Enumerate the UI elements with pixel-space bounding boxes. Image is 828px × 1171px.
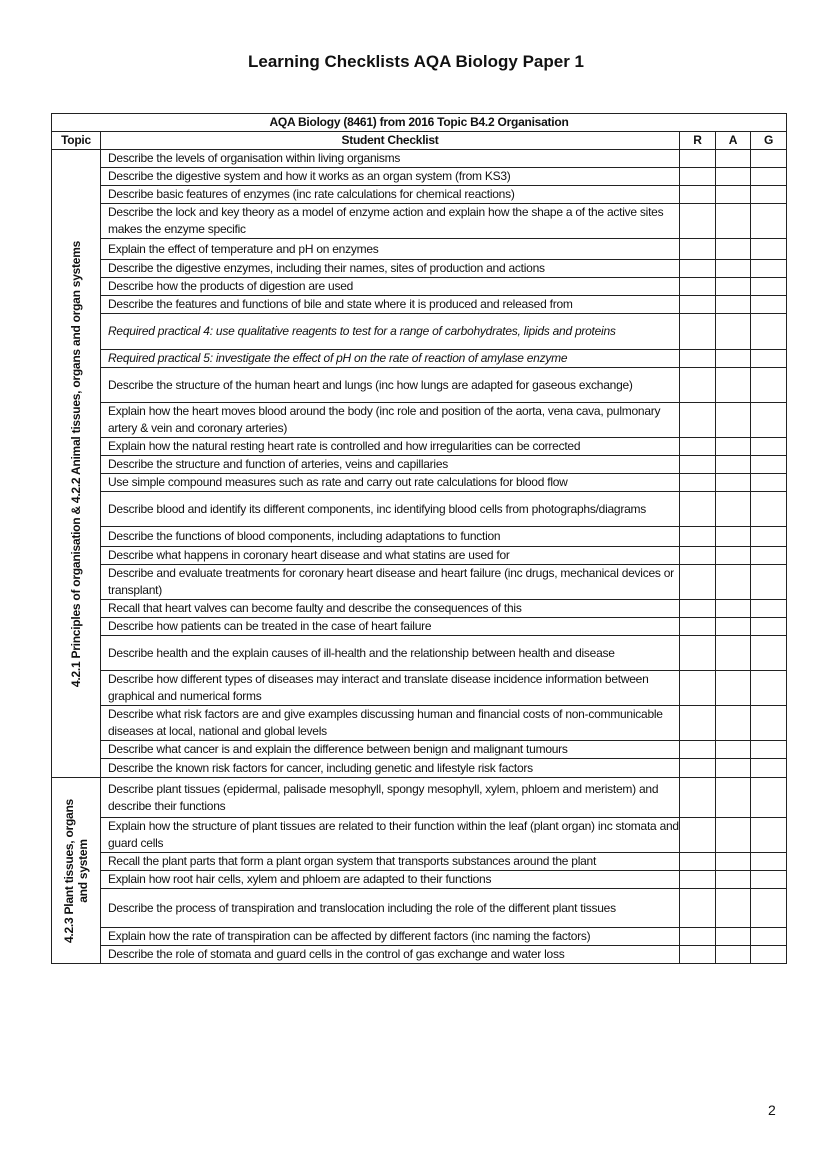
table-caption: AQA Biology (8461) from 2016 Topic B4.2 Organisation — [52, 114, 787, 132]
rag-g-cell[interactable] — [751, 150, 787, 168]
rag-a-cell[interactable] — [716, 456, 751, 474]
table-row — [52, 150, 787, 168]
rag-a-cell[interactable] — [716, 403, 751, 438]
checklist-item: Describe how patients can be treated in the case of heart failure — [101, 618, 680, 636]
checklist-item: Describe the process of transpiration and translocation including the role of the different plant tissues — [101, 889, 680, 928]
rag-g-cell[interactable] — [751, 741, 787, 759]
rag-g-cell[interactable] — [751, 239, 787, 260]
rag-r-cell[interactable] — [680, 314, 716, 350]
rag-r-cell[interactable] — [680, 946, 716, 964]
table-row — [52, 492, 787, 527]
table-row — [52, 186, 787, 204]
rag-g-cell[interactable] — [751, 818, 787, 853]
rag-r-cell[interactable] — [680, 706, 716, 741]
table-row — [52, 565, 787, 600]
checklist-item: Describe what happens in coronary heart disease and what statins are used for — [101, 547, 680, 565]
table-row — [52, 671, 787, 706]
table-row — [52, 296, 787, 314]
rag-g-cell[interactable] — [751, 456, 787, 474]
checklist-item: Explain how the heart moves blood around the body (inc role and position of the aorta, vena cava, pulmonary artery & vein and coronary arteries) — [101, 403, 680, 438]
rag-g-cell[interactable] — [751, 706, 787, 741]
rag-g-cell[interactable] — [751, 204, 787, 239]
rag-a-cell[interactable] — [716, 150, 751, 168]
rag-g-cell[interactable] — [751, 474, 787, 492]
rag-r-cell[interactable] — [680, 759, 716, 778]
rag-r-cell[interactable] — [680, 741, 716, 759]
checklist-item: Describe the features and functions of bile and state where it is produced and released from — [101, 296, 680, 314]
topic-cell — [52, 150, 101, 778]
checklist-item: Explain the effect of temperature and pH on enzymes — [101, 239, 680, 260]
rag-a-cell[interactable] — [716, 474, 751, 492]
checklist-item: Describe the role of stomata and guard cells in the control of gas exchange and water loss — [101, 946, 680, 964]
rag-g-cell[interactable] — [751, 438, 787, 456]
table-row — [52, 168, 787, 186]
table-row — [52, 314, 787, 350]
rag-r-cell[interactable] — [680, 889, 716, 928]
rag-a-cell[interactable] — [716, 438, 751, 456]
rag-r-cell[interactable] — [680, 456, 716, 474]
checklist-item: Describe what risk factors are and give examples discussing human and financial costs of non-communicable diseases at local, national and global levels — [101, 706, 680, 741]
checklist-item: Required practical 4: use qualitative reagents to test for a range of carbohydrates, lipids and proteins — [101, 314, 680, 350]
rag-a-cell[interactable] — [716, 547, 751, 565]
checklist-item: Explain how root hair cells, xylem and phloem are adapted to their functions — [101, 871, 680, 889]
rag-a-cell[interactable] — [716, 565, 751, 600]
rag-r-cell[interactable] — [680, 168, 716, 186]
rag-r-cell[interactable] — [680, 438, 716, 456]
rag-a-cell[interactable] — [716, 527, 751, 547]
rag-g-cell[interactable] — [751, 527, 787, 547]
rag-r-cell[interactable] — [680, 278, 716, 296]
table-row — [52, 759, 787, 778]
rag-g-cell[interactable] — [751, 671, 787, 706]
rag-g-cell[interactable] — [751, 778, 787, 818]
checklist-item: Describe the known risk factors for cancer, including genetic and lifestyle risk factors — [101, 759, 680, 778]
rag-r-cell[interactable] — [680, 186, 716, 204]
header-g: G — [751, 132, 787, 150]
table-row — [52, 403, 787, 438]
rag-a-cell[interactable] — [716, 618, 751, 636]
checklist-item: Describe the levels of organisation within living organisms — [101, 150, 680, 168]
rag-a-cell[interactable] — [716, 239, 751, 260]
rag-r-cell[interactable] — [680, 204, 716, 239]
rag-r-cell[interactable] — [680, 239, 716, 260]
rag-r-cell[interactable] — [680, 853, 716, 871]
table-row — [52, 527, 787, 547]
table-row — [52, 368, 787, 403]
rag-a-cell[interactable] — [716, 600, 751, 618]
rag-a-cell[interactable] — [716, 296, 751, 314]
rag-r-cell[interactable] — [680, 547, 716, 565]
rag-a-cell[interactable] — [716, 871, 751, 889]
checklist-item: Describe how the products of digestion are used — [101, 278, 680, 296]
rag-r-cell[interactable] — [680, 296, 716, 314]
rag-r-cell[interactable] — [680, 474, 716, 492]
table-row — [52, 741, 787, 759]
rag-g-cell[interactable] — [751, 547, 787, 565]
checklist-item: Describe blood and identify its different components, inc identifying blood cells from photographs/diagrams — [101, 492, 680, 527]
checklist-item: Describe the functions of blood components, including adaptations to function — [101, 527, 680, 547]
topic-label: 4.2.1 Principles of organisation & 4.2.2 Animal tissues, organs and organ systems — [69, 240, 83, 687]
page-number: 2 — [768, 1102, 776, 1118]
rag-g-cell[interactable] — [751, 186, 787, 204]
header-r: R — [680, 132, 716, 150]
rag-g-cell[interactable] — [751, 565, 787, 600]
table-row — [52, 600, 787, 618]
rag-r-cell[interactable] — [680, 818, 716, 853]
rag-g-cell[interactable] — [751, 492, 787, 527]
checklist-item: Explain how the natural resting heart rate is controlled and how irregularities can be corrected — [101, 438, 680, 456]
table-row — [52, 260, 787, 278]
rag-r-cell[interactable] — [680, 778, 716, 818]
rag-a-cell[interactable] — [716, 818, 751, 853]
rag-a-cell[interactable] — [716, 368, 751, 403]
checklist-item: Describe the structure and function of arteries, veins and capillaries — [101, 456, 680, 474]
rag-a-cell[interactable] — [716, 853, 751, 871]
table-row — [52, 204, 787, 239]
checklist-item: Recall that heart valves can become faulty and describe the consequences of this — [101, 600, 680, 618]
checklist-item: Describe what cancer is and explain the difference between benign and malignant tumours — [101, 741, 680, 759]
rag-a-cell[interactable] — [716, 260, 751, 278]
table-row — [52, 946, 787, 964]
checklist-table — [51, 113, 787, 964]
checklist-item: Required practical 5: investigate the effect of pH on the rate of reaction of amylase enzyme — [101, 350, 680, 368]
rag-r-cell[interactable] — [680, 260, 716, 278]
rag-g-cell[interactable] — [751, 946, 787, 964]
checklist-item: Describe the digestive system and how it works as an organ system (from KS3) — [101, 168, 680, 186]
table-row — [52, 547, 787, 565]
table-row — [52, 636, 787, 671]
rag-r-cell[interactable] — [680, 636, 716, 671]
rag-g-cell[interactable] — [751, 928, 787, 946]
table-row — [52, 778, 787, 818]
document-title: Learning Checklists AQA Biology Paper 1 — [248, 52, 584, 71]
rag-g-cell[interactable] — [751, 278, 787, 296]
rag-a-cell[interactable] — [716, 946, 751, 964]
checklist-item: Describe the digestive enzymes, including their names, sites of production and actions — [101, 260, 680, 278]
rag-g-cell[interactable] — [751, 168, 787, 186]
rag-g-cell[interactable] — [751, 600, 787, 618]
rag-g-cell[interactable] — [751, 636, 787, 671]
rag-a-cell[interactable] — [716, 741, 751, 759]
checklist-item: Describe the lock and key theory as a model of enzyme action and explain how the shape a of the active sites makes the enzyme specific — [101, 204, 680, 239]
table-row — [52, 706, 787, 741]
rag-r-cell[interactable] — [680, 350, 716, 368]
rag-g-cell[interactable] — [751, 368, 787, 403]
rag-r-cell[interactable] — [680, 150, 716, 168]
rag-a-cell[interactable] — [716, 492, 751, 527]
header-a: A — [716, 132, 751, 150]
table-row — [52, 456, 787, 474]
rag-g-cell[interactable] — [751, 871, 787, 889]
checklist-item: Use simple compound measures such as rate and carry out rate calculations for blood flow — [101, 474, 680, 492]
rag-a-cell[interactable] — [716, 350, 751, 368]
checklist-item: Explain how the rate of transpiration can be affected by different factors (inc naming the factors) — [101, 928, 680, 946]
rag-g-cell[interactable] — [751, 350, 787, 368]
rag-a-cell[interactable] — [716, 278, 751, 296]
rag-a-cell[interactable] — [716, 706, 751, 741]
rag-r-cell[interactable] — [680, 403, 716, 438]
checklist-item: Explain how the structure of plant tissues are related to their function within the leaf (plant organ) inc stomata and guard cells — [101, 818, 680, 853]
table-row — [52, 474, 787, 492]
rag-g-cell[interactable] — [751, 260, 787, 278]
rag-a-cell[interactable] — [716, 889, 751, 928]
rag-g-cell[interactable] — [751, 759, 787, 778]
table-row — [52, 928, 787, 946]
rag-g-cell[interactable] — [751, 296, 787, 314]
table-row — [52, 438, 787, 456]
rag-g-cell[interactable] — [751, 618, 787, 636]
topic-cell — [52, 778, 101, 964]
rag-r-cell[interactable] — [680, 871, 716, 889]
rag-r-cell[interactable] — [680, 671, 716, 706]
rag-a-cell[interactable] — [716, 186, 751, 204]
table-row — [52, 278, 787, 296]
checklist-item: Describe basic features of enzymes (inc rate calculations for chemical reactions) — [101, 186, 680, 204]
rag-r-cell[interactable] — [680, 565, 716, 600]
checklist-item: Recall the plant parts that form a plant organ system that transports substances around the plant — [101, 853, 680, 871]
table-row — [52, 618, 787, 636]
checklist-item: Describe plant tissues (epidermal, palisade mesophyll, spongy mesophyll, xylem, phloem and meristem) and describe their functions — [101, 778, 680, 818]
rag-r-cell[interactable] — [680, 492, 716, 527]
rag-r-cell[interactable] — [680, 600, 716, 618]
rag-g-cell[interactable] — [751, 314, 787, 350]
topic-label: 4.2.3 Plant tissues, organs and system — [62, 798, 90, 943]
rag-r-cell[interactable] — [680, 527, 716, 547]
table-row — [52, 889, 787, 928]
rag-a-cell[interactable] — [716, 314, 751, 350]
rag-r-cell[interactable] — [680, 928, 716, 946]
table-row — [52, 818, 787, 853]
table-row — [52, 853, 787, 871]
checklist-body — [52, 150, 787, 964]
rag-g-cell[interactable] — [751, 889, 787, 928]
checklist-item: Describe how different types of diseases may interact and translate disease incidence information between graphical and numerical forms — [101, 671, 680, 706]
rag-a-cell[interactable] — [716, 928, 751, 946]
rag-a-cell[interactable] — [716, 168, 751, 186]
rag-a-cell[interactable] — [716, 778, 751, 818]
header-topic: Topic — [52, 132, 101, 150]
table-row — [52, 239, 787, 260]
rag-g-cell[interactable] — [751, 403, 787, 438]
rag-a-cell[interactable] — [716, 671, 751, 706]
rag-r-cell[interactable] — [680, 368, 716, 403]
checklist-item: Describe health and the explain causes of ill-health and the relationship between health and disease — [101, 636, 680, 671]
checklist-item: Describe the structure of the human heart and lungs (inc how lungs are adapted for gaseous exchange) — [101, 368, 680, 403]
checklist-item: Describe and evaluate treatments for coronary heart disease and heart failure (inc drugs, mechanical devices or transplant) — [101, 565, 680, 600]
rag-a-cell[interactable] — [716, 759, 751, 778]
rag-r-cell[interactable] — [680, 618, 716, 636]
rag-a-cell[interactable] — [716, 204, 751, 239]
table-row — [52, 350, 787, 368]
rag-a-cell[interactable] — [716, 636, 751, 671]
table-row — [52, 871, 787, 889]
header-checklist: Student Checklist — [101, 132, 680, 150]
rag-g-cell[interactable] — [751, 853, 787, 871]
